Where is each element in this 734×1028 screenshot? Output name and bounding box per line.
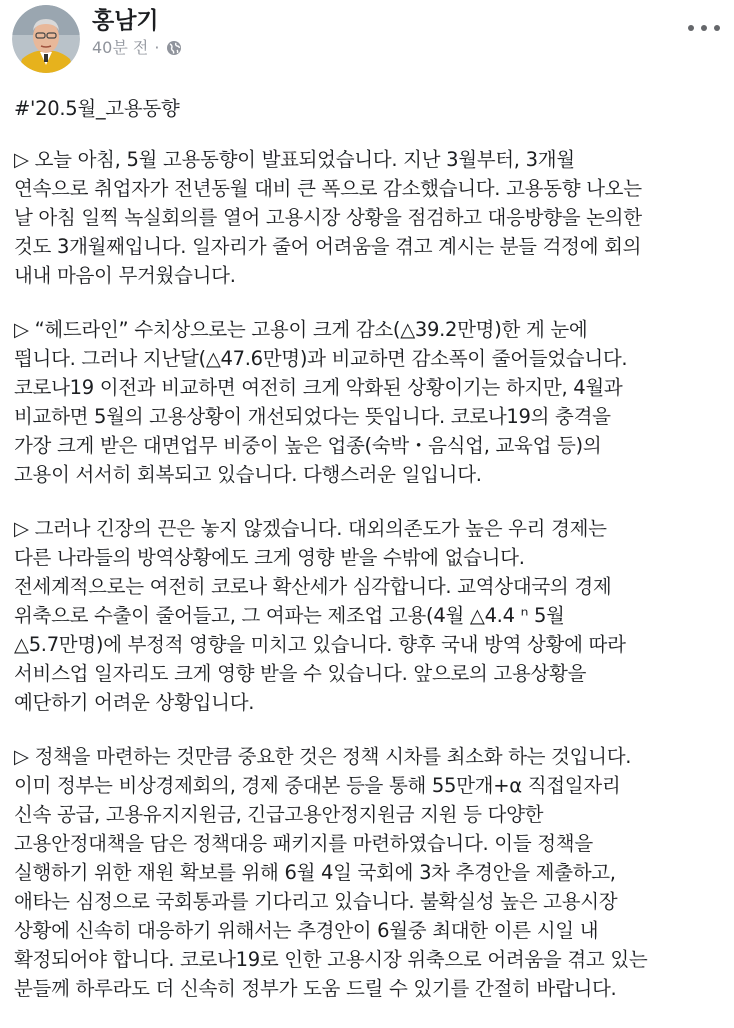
ellipsis-dot xyxy=(714,25,720,31)
paragraph-line: 연속으로 취업자가 전년동월 대비 큰 폭으로 감소했습니다. 고용동향 나오는 xyxy=(14,177,642,200)
post-paragraph xyxy=(14,315,728,489)
paragraph-line: ▷ 정책을 마련하는 것만큼 중요한 것은 정책 시차를 최소화 하는 것입니다. xyxy=(14,745,632,768)
paragraph-line: △5.7만명)에 부정적 영향을 미치고 있습니다. 향후 국내 방역 상황에 따라 xyxy=(14,633,626,656)
post-timestamp[interactable]: 40분 전 xyxy=(92,38,149,57)
paragraph-line: 가장 크게 받은 대면업무 비중이 높은 업종(숙박・음식업, 교육업 등)의 xyxy=(14,434,602,457)
paragraph-line: 위축으로 수출이 줄어들고, 그 여파는 제조업 고용(4월 △4.4 ⁿ 5월 xyxy=(14,604,565,627)
paragraph-line: 띕니다. 그러나 지난달(△47.6만명)과 비교하면 감소폭이 줄어들었습니다. xyxy=(14,347,628,370)
paragraph-line: 비교하면 5월의 고용상황이 개선되었다는 뜻입니다. 코로나19의 충격을 xyxy=(14,405,611,428)
paragraph-line: 고용이 서서히 회복되고 있습니다. 다행스러운 일입니다. xyxy=(14,463,482,486)
paragraph-line: 신속 공급, 고용유지지원금, 긴급고용안정지원금 지원 등 다양한 xyxy=(14,803,544,826)
post-paragraph xyxy=(14,514,728,717)
paragraph-line: 실행하기 위한 재원 확보를 위해 6월 4일 국회에 3차 추경안을 제출하고, xyxy=(14,861,616,884)
ellipsis-dot xyxy=(701,25,707,31)
meta-separator: · xyxy=(154,38,160,57)
ellipsis-icon xyxy=(688,25,694,31)
globe-icon[interactable] xyxy=(166,40,182,56)
avatar-photo xyxy=(12,5,80,73)
hashtag[interactable] xyxy=(14,94,728,123)
paragraph-line: 애타는 심정으로 국회통과를 기다리고 있습니다. 불확실성 높은 고용시장 xyxy=(14,890,618,913)
paragraph-line: 확정되어야 합니다. 코로나19로 인한 고용시장 위축으로 어려움을 겪고 있는 xyxy=(14,948,648,971)
author-name[interactable]: 홍남기 xyxy=(92,8,159,34)
paragraph-line: 것도 3개월째입니다. 일자리가 줄어 어려움을 겪고 계시는 분들 걱정에 회의 xyxy=(14,235,642,258)
paragraph-line: 서비스업 일자리도 크게 영향 받을 수 있습니다. 앞으로의 고용상황을 xyxy=(14,662,587,685)
paragraph-line: ▷ 오늘 아침, 5월 고용동향이 발표되었습니다. 지난 3월부터, 3개월 xyxy=(14,148,575,171)
paragraph-line: 이미 정부는 비상경제회의, 경제 중대본 등을 통해 55만개+α 직접일자리 xyxy=(14,774,621,797)
paragraph-line: 전세계적으로는 여전히 코로나 확산세가 심각합니다. 교역상대국의 경제 xyxy=(14,575,612,598)
post-paragraph xyxy=(14,145,728,290)
paragraph-line: 코로나19 이전과 비교하면 여전히 크게 악화된 상황이기는 하지만, 4월과 xyxy=(14,376,623,399)
post-paragraphs xyxy=(14,145,728,1003)
post-paragraph xyxy=(14,742,728,1003)
paragraph-line: 날 아침 일찍 녹실회의를 열어 고용시장 상황을 점검하고 대응방향을 논의한 xyxy=(14,206,642,229)
post-body xyxy=(14,94,728,1028)
paragraph-line: 상황에 신속히 대응하기 위해서는 추경안이 6월중 최대한 이른 시일 내 xyxy=(14,919,599,942)
paragraph-line: 내내 마음이 무거웠습니다. xyxy=(14,264,236,287)
paragraph-line: ▷ 그러나 긴장의 끈은 놓지 않겠습니다. 대외의존도가 높은 우리 경제는 xyxy=(14,517,607,540)
post-meta xyxy=(92,38,182,58)
paragraph-line: 예단하기 어려운 상황입니다. xyxy=(14,691,255,714)
paragraph-line: ▷ “헤드라인” 수치상으로는 고용이 크게 감소(△39.2만명)한 게 눈에 xyxy=(14,318,588,341)
paragraph-line: 분들께 하루라도 더 신속히 정부가 도움 드릴 수 있기를 간절히 바랍니다. xyxy=(14,977,617,1000)
post-header xyxy=(0,0,734,80)
avatar[interactable] xyxy=(12,5,80,73)
paragraph-line: 다른 나라들의 방역상황에도 크게 영향 받을 수밖에 없습니다. xyxy=(14,546,525,569)
hashtag-text: #'20.5월_고용동향 xyxy=(14,97,180,120)
more-options-button[interactable] xyxy=(688,18,720,38)
paragraph-line: 고용안정대책을 담은 정책대응 패키지를 마련하였습니다. 이들 정책을 xyxy=(14,832,593,855)
